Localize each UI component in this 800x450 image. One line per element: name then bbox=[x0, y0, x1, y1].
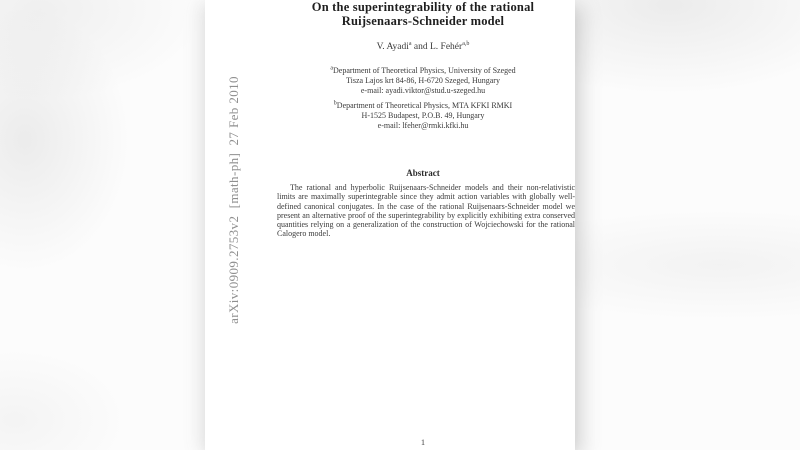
affiliation-a-email: e-mail: ayadi.viktor@stud.u-szeged.hu bbox=[360, 86, 486, 95]
author-1-affiliation-mark: a bbox=[408, 40, 412, 47]
paper-title-line1: On the superintegrability of the rational bbox=[311, 0, 535, 14]
affiliation-b-dept: Department of Theoretical Physics, MTA KFKI RMKI bbox=[336, 101, 513, 110]
affiliation-b-dept-line bbox=[271, 101, 575, 111]
arxiv-watermark bbox=[227, 75, 241, 325]
author-2-affiliation-mark: a,b bbox=[462, 40, 470, 47]
paper-title-line2: Ruijsenaars-Schneider model bbox=[341, 13, 505, 28]
page-number: 1 bbox=[420, 437, 426, 447]
affiliation-a bbox=[271, 66, 575, 96]
arxiv-watermark-text: arXiv:0909.2753v2 [math-ph] 27 Feb 2010 bbox=[226, 76, 241, 324]
affiliation-b-email: e-mail: lfeher@rmki.kfki.hu bbox=[377, 121, 469, 130]
author-1: V. Ayadi bbox=[376, 42, 409, 52]
paper-title bbox=[271, 1, 575, 28]
author-2: L. Fehér bbox=[430, 42, 463, 52]
abstract-heading: Abstract bbox=[406, 168, 440, 178]
author-separator: and bbox=[411, 42, 430, 52]
abstract-text: The rational and hyperbolic Ruijsenaars-Schneider models and their non-relativistic limits are maximally superintegrable since they admit action variables with globally well-defined canonical conjugates. In the case of the rational Ruijsenaars-Schneider model we present an alternative proof of the superintegrability by explicitly exhibiting extra conserved quantities relying on a generalization of the construction of Wojciechowski for the rational Calogero model. bbox=[277, 183, 575, 239]
affiliation-a-dept: Department of Theoretical Physics, University of Szeged bbox=[332, 66, 516, 75]
affiliation-b-mark: b bbox=[333, 100, 337, 107]
affiliation-a-mark: a bbox=[330, 65, 333, 72]
affiliation-b-address: H-1525 Budapest, P.O.B. 49, Hungary bbox=[361, 111, 485, 120]
author-line bbox=[271, 42, 575, 52]
affiliation-b bbox=[271, 101, 575, 131]
affiliation-a-address: Tisza Lajos krt 84-86, H-6720 Szeged, Hungary bbox=[346, 76, 500, 85]
paper-page bbox=[205, 0, 575, 450]
affiliation-a-dept-line bbox=[271, 66, 575, 76]
